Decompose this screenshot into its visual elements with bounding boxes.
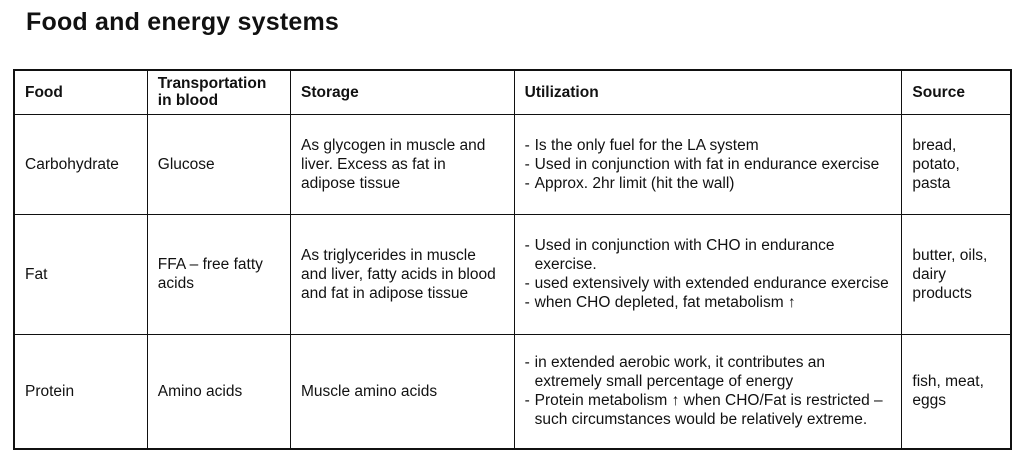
- utilization-item: - when CHO depleted, fat metabolism ↑: [525, 293, 892, 312]
- source-line: fish, meat,: [912, 373, 984, 391]
- header-transportation: [147, 70, 290, 114]
- table-row: [14, 214, 1011, 334]
- source-line: potato,: [912, 155, 960, 173]
- cell-storage: As glycogen in muscle and liver. Excess as fat in adipose tissue: [291, 114, 515, 214]
- cell-storage: Muscle amino acids: [291, 334, 515, 449]
- header-food: Food: [14, 70, 147, 114]
- source-line: dairy: [912, 265, 947, 283]
- table-row: [14, 114, 1011, 214]
- source-line: butter, oils,: [912, 246, 988, 264]
- utilization-item: - Used in conjunction with fat in endurance exercise: [525, 155, 892, 174]
- header-transportation-line1: Transportation: [157, 75, 267, 93]
- cell-storage: As triglycerides in muscle and liver, fatty acids in blood and fat in adipose tissue: [291, 214, 515, 334]
- header-utilization: Utilization: [514, 70, 902, 114]
- cell-transport: Glucose: [147, 114, 290, 214]
- cell-source: [902, 114, 1011, 214]
- utilization-item: - Is the only fuel for the LA system: [525, 136, 892, 155]
- cell-transport: Amino acids: [147, 334, 290, 449]
- cell-utilization: [514, 214, 902, 334]
- food-energy-table: [13, 69, 1012, 450]
- header-source: Source: [902, 70, 1011, 114]
- utilization-item: - Approx. 2hr limit (hit the wall): [525, 174, 892, 193]
- cell-food: Protein: [14, 334, 147, 449]
- source-line: products: [912, 284, 972, 302]
- page-title: Food and energy systems: [26, 8, 340, 36]
- utilization-item: - used extensively with extended endurance exercise: [525, 274, 892, 293]
- utilization-item: - in extended aerobic work, it contributes an extremely small percentage of energy: [525, 353, 892, 391]
- source-line: eggs: [912, 392, 947, 410]
- cell-utilization: [514, 334, 902, 449]
- table-row: [14, 334, 1011, 449]
- source-line: pasta: [912, 174, 951, 192]
- utilization-item: - Used in conjunction with CHO in endurance exercise.: [525, 236, 892, 274]
- cell-food: Carbohydrate: [14, 114, 147, 214]
- cell-food: Fat: [14, 214, 147, 334]
- header-row: [14, 70, 1011, 114]
- cell-source: [902, 334, 1011, 449]
- header-storage: Storage: [291, 70, 515, 114]
- cell-transport: FFA – free fatty acids: [147, 214, 290, 334]
- header-transportation-line2: in blood: [157, 92, 219, 110]
- utilization-item: - Protein metabolism ↑ when CHO/Fat is restricted – such circumstances would be relatively extreme.: [525, 391, 892, 429]
- cell-source: [902, 214, 1011, 334]
- cell-utilization: [514, 114, 902, 214]
- source-line: bread,: [912, 136, 957, 154]
